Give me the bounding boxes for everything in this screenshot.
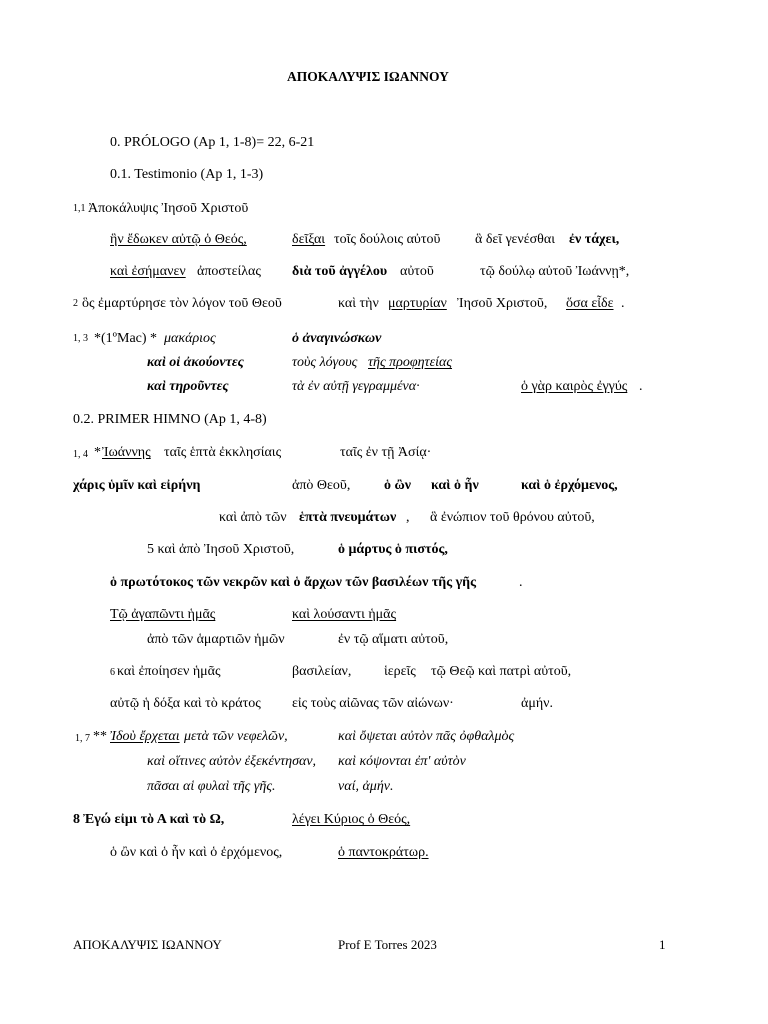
verse-number: 1,1 bbox=[73, 203, 86, 214]
verse-phrase: τοῖς δούλοις αὐτοῦ bbox=[334, 232, 441, 247]
page-number: 1 bbox=[659, 937, 666, 952]
verse-phrase: διὰ τοῦ ἀγγέλου bbox=[292, 264, 388, 279]
verse-phrase: δεῖξαι bbox=[292, 232, 326, 247]
verse-phrase: ἐν τάχει, bbox=[569, 232, 620, 247]
verse-phrase: ἐν τῷ αἵματι αὐτοῦ, bbox=[338, 632, 449, 647]
page-title: ΑΠΟΚΑΛΥΨΙΣ ΙΩΑΝΝΟΥ bbox=[287, 69, 449, 84]
verse-phrase: Τῷ ἀγαπῶντι ἡμᾶς bbox=[110, 607, 216, 622]
section-heading-testimonio: 0.1. Testimonio (Ap 1, 1-3) bbox=[110, 167, 264, 182]
verse-phrase: *(1ºMac) * bbox=[94, 331, 158, 346]
verse-phrase: καὶ ὁ ἦν bbox=[431, 478, 479, 493]
verse-phrase: ἀπὸ Θεοῦ, bbox=[292, 478, 351, 493]
verse-phrase: ἀποστείλας bbox=[197, 264, 261, 279]
verse-phrase: αὐτοῦ bbox=[400, 264, 434, 279]
verse-number: 2 bbox=[73, 298, 78, 309]
verse-phrase: καὶ λούσαντι ἡμᾶς bbox=[292, 607, 397, 622]
verse-phrase: τὰ ἐν αὐτῇ γεγραμμένα· bbox=[292, 379, 420, 394]
verse-phrase: ὃς ἐμαρτύρησε τὸν λόγον τοῦ Θεοῦ bbox=[82, 296, 282, 311]
verse-phrase: καὶ ὄψεται αὐτὸν πᾶς ὀφθαλμὸς bbox=[338, 729, 515, 744]
verse-phrase: ὁ παντοκράτωρ. bbox=[338, 845, 429, 860]
verse-phrase: ἣν ἔδωκεν αὐτῷ ὁ Θεός, bbox=[110, 232, 247, 247]
verse-phrase: Ἐγώ εἰμι τὸ Α καὶ τὸ Ω, bbox=[83, 812, 225, 827]
verse-phrase: καὶ κόψονται ἐπ' αὐτὸν bbox=[338, 754, 466, 769]
verse-phrase: ταῖς ἑπτὰ ἐκκλησίαις bbox=[164, 445, 282, 460]
verse-phrase: . bbox=[621, 296, 625, 311]
verse-phrase: ** bbox=[93, 729, 107, 744]
verse-phrase: ὁ ὢν καὶ ὁ ἦν καὶ ὁ ἐρχόμενος, bbox=[110, 845, 283, 860]
verse-phrase: καὶ ἐποίησεν ἡμᾶς bbox=[117, 664, 221, 679]
verse-number: 1, 3 bbox=[73, 333, 88, 344]
verse-phrase: εἰς τοὺς αἰῶνας τῶν αἰώνων· bbox=[292, 696, 454, 711]
verse-number: 8 bbox=[73, 812, 80, 827]
verse-phrase: * bbox=[94, 445, 101, 460]
verse-phrase: καὶ οἱ ἀκούοντες bbox=[147, 355, 244, 370]
verse-phrase: μετὰ τῶν νεφελῶν, bbox=[184, 729, 288, 744]
verse-number: 1, 4 bbox=[73, 449, 88, 460]
verse-phrase: μακάριος bbox=[164, 331, 216, 346]
verse-phrase: μαρτυρίαν bbox=[388, 296, 447, 311]
verse-phrase: ἃ δεῖ γενέσθαι bbox=[475, 232, 555, 247]
verse-phrase: . bbox=[519, 575, 523, 590]
verse-phrase: καὶ τηροῦντες bbox=[147, 379, 229, 394]
verse-phrase: . bbox=[639, 379, 643, 394]
verse-phrase: τῷ Θεῷ καὶ πατρὶ αὐτοῦ, bbox=[431, 664, 572, 679]
verse-phrase: καὶ ἐσήμανεν bbox=[110, 264, 186, 279]
verse-number: 1, 7 bbox=[75, 733, 90, 744]
verse-phrase: ὁ πρωτότοκος τῶν νεκρῶν καὶ ὁ ἄρχων τῶν βασιλέων τῆς γῆς bbox=[110, 575, 477, 590]
verse-phrase: ἀμήν. bbox=[521, 696, 553, 711]
verse-number: 6 bbox=[110, 667, 115, 678]
verse-phrase: ὁ ἀναγινώσκων bbox=[292, 331, 382, 346]
verse-phrase: ὁ γὰρ καιρὸς ἐγγύς bbox=[521, 379, 628, 394]
verse-phrase: ὁ ὢν bbox=[384, 478, 411, 493]
verse-phrase: καὶ ἀπὸ τῶν bbox=[219, 510, 287, 525]
verse-phrase: , bbox=[406, 510, 410, 525]
verse-phrase: ἱερεῖς bbox=[384, 664, 416, 679]
verse-phrase: ἃ ἐνώπιον τοῦ θρόνου αὐτοῦ, bbox=[430, 510, 595, 525]
verse-phrase: Ἰδοὺ ἔρχεται bbox=[110, 729, 180, 744]
footer-title: ΑΠΟΚΑΛΥΨΙΣ ΙΩΑΝΝΟΥ bbox=[73, 937, 222, 952]
verse-phrase: αὐτῷ ἡ δόξα καὶ τὸ κράτος bbox=[110, 696, 261, 711]
verse-phrase: χάρις ὑμῖν καὶ εἰρήνη bbox=[73, 478, 201, 493]
verse-phrase: ὅσα εἶδε bbox=[566, 296, 614, 311]
verse-phrase: Ἰωάννης bbox=[102, 445, 151, 460]
verse-phrase: βασιλείαν, bbox=[292, 664, 352, 679]
footer-author: Prof E Torres 2023 bbox=[338, 937, 437, 952]
verse-phrase: τοὺς λόγους bbox=[292, 355, 358, 370]
verse-phrase: ταῖς ἐν τῇ Ἀσίᾳ· bbox=[340, 445, 432, 460]
verse-phrase: ὁ μάρτυς ὁ πιστός, bbox=[338, 542, 448, 557]
verse-phrase: ἑπτὰ πνευμάτων bbox=[299, 510, 397, 525]
verse-phrase: καὶ τὴν bbox=[338, 296, 379, 311]
section-heading-primer-himno: 0.2. PRIMER HIMNO (Ap 1, 4-8) bbox=[73, 412, 267, 427]
verse-phrase: τῷ δούλῳ αὐτοῦ Ἰωάννῃ*, bbox=[480, 264, 630, 279]
verse-phrase: λέγει Κύριος ὁ Θεός, bbox=[292, 812, 411, 827]
verse-phrase: ναί, ἀμήν. bbox=[338, 779, 394, 794]
verse-phrase: καὶ οἵτινες αὐτὸν ἐξεκέντησαν, bbox=[147, 754, 317, 769]
verse-phrase: 5 καὶ ἀπὸ Ἰησοῦ Χριστοῦ, bbox=[147, 542, 295, 557]
verse-phrase: πᾶσαι αἱ φυλαὶ τῆς γῆς. bbox=[147, 779, 276, 794]
verse-phrase: τῆς προφητείας bbox=[368, 355, 453, 370]
verse-text: Ἀποκάλυψις Ἰησοῦ Χριστοῦ bbox=[88, 201, 249, 216]
verse-phrase: Ἰησοῦ Χριστοῦ, bbox=[457, 296, 548, 311]
section-heading-prologo: 0. PRÓLOGO (Ap 1, 1-8)= 22, 6-21 bbox=[110, 135, 315, 150]
verse-phrase: καὶ ὁ ἐρχόμενος, bbox=[521, 478, 618, 493]
verse-phrase: ἀπὸ τῶν ἁμαρτιῶν ἡμῶν bbox=[147, 632, 285, 647]
